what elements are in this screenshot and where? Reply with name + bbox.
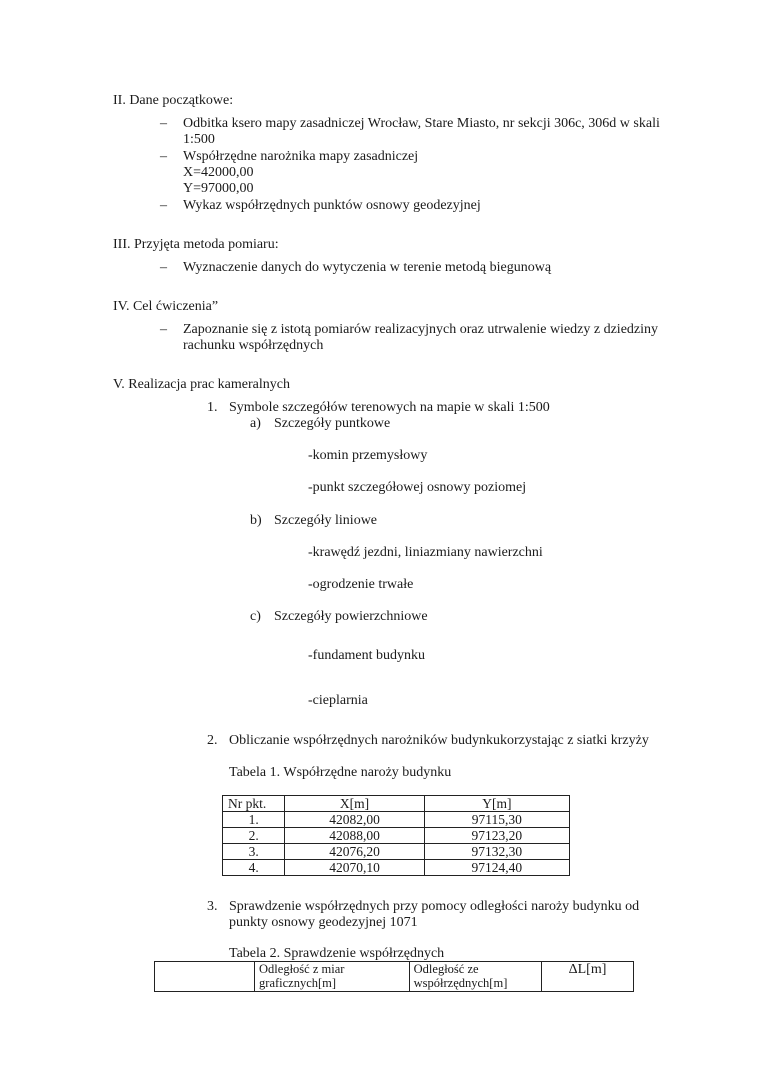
bullet-text: 1:500 bbox=[183, 132, 215, 147]
bullet-dash: – bbox=[160, 198, 167, 213]
group-title: Szczegóły puntkowe bbox=[274, 416, 391, 431]
table-cell: 42088,00 bbox=[285, 828, 424, 844]
group-entry: -cieplarnia bbox=[308, 693, 368, 708]
table-header-row bbox=[223, 796, 570, 812]
group-title: Szczegóły liniowe bbox=[274, 513, 378, 528]
bullet-text: Y=97000,00 bbox=[183, 181, 254, 196]
table-cell: 2. bbox=[223, 828, 285, 844]
table-cell: 3. bbox=[223, 844, 285, 860]
table-header-cell bbox=[155, 962, 255, 992]
bullet-dash: – bbox=[160, 322, 167, 337]
group-entry: -ogrodzenie trwałe bbox=[308, 577, 414, 592]
table-cell: 97115,30 bbox=[424, 812, 569, 828]
bullet-text: Współrzędne narożnika mapy zasadniczej bbox=[183, 149, 419, 164]
section-heading-3: III. Przyjęta metoda pomiaru: bbox=[113, 237, 279, 252]
item-text: Symbole szczegółów terenowych na mapie w skali 1:500 bbox=[229, 400, 550, 415]
item-number: 3. bbox=[207, 899, 218, 914]
table-row bbox=[223, 860, 570, 876]
table-header-row bbox=[155, 962, 634, 992]
bullet-dash: – bbox=[160, 149, 167, 164]
group-title: Szczegóły powierzchniowe bbox=[274, 609, 428, 624]
table-cell: 4. bbox=[223, 860, 285, 876]
bullet-text: rachunku współrzędnych bbox=[183, 338, 324, 353]
table-header-cell: X[m] bbox=[285, 796, 424, 812]
table-header-cell: Odległość z miar graficznych[m] bbox=[255, 962, 410, 992]
group-letter: c) bbox=[250, 609, 261, 624]
table-cell: 97124,40 bbox=[424, 860, 569, 876]
item-text: Sprawdzenie współrzędnych przy pomocy odległości naroży budynku od bbox=[229, 899, 640, 914]
table-header-cell: ΔL[m] bbox=[542, 962, 634, 992]
group-entry: -komin przemysłowy bbox=[308, 448, 428, 463]
item-text: punkty osnowy geodezyjnej 1071 bbox=[229, 915, 418, 930]
table-row bbox=[223, 828, 570, 844]
table-cell: 42076,20 bbox=[285, 844, 424, 860]
table-row bbox=[223, 844, 570, 860]
item-number: 2. bbox=[207, 733, 218, 748]
bullet-text: X=42000,00 bbox=[183, 165, 254, 180]
section-heading-2: II. Dane początkowe: bbox=[113, 93, 234, 108]
bullet-text: Zapoznanie się z istotą pomiarów realizacyjnych oraz utrwalenie wiedzy z dziedziny bbox=[183, 322, 659, 337]
table-header-cell: Nr pkt. bbox=[223, 796, 285, 812]
table-cell: 42082,00 bbox=[285, 812, 424, 828]
verification-table bbox=[154, 961, 634, 992]
bullet-text: Wyznaczenie danych do wytyczenia w terenie metodą biegunową bbox=[183, 260, 552, 275]
section-heading-5: V. Realizacja prac kameralnych bbox=[113, 377, 290, 392]
group-letter: a) bbox=[250, 416, 261, 431]
group-entry: -fundament budynku bbox=[308, 648, 426, 663]
table-row bbox=[223, 812, 570, 828]
table-header-cell: Y[m] bbox=[424, 796, 569, 812]
group-letter: b) bbox=[250, 513, 262, 528]
bullet-dash: – bbox=[160, 260, 167, 275]
table-cell: 97132,30 bbox=[424, 844, 569, 860]
section-heading-4: IV. Cel ćwiczenia” bbox=[113, 299, 219, 314]
table-cell: 97123,20 bbox=[424, 828, 569, 844]
coordinates-table bbox=[222, 795, 570, 876]
item-text: Obliczanie współrzędnych narożników budynkukorzystając z siatki krzyży bbox=[229, 733, 649, 748]
table-cell: 1. bbox=[223, 812, 285, 828]
item-number: 1. bbox=[207, 400, 218, 415]
bullet-dash: – bbox=[160, 116, 167, 131]
table-cell: 42070,10 bbox=[285, 860, 424, 876]
bullet-text: Odbitka ksero mapy zasadniczej Wrocław, Stare Miasto, nr sekcji 306c, 306d w skali bbox=[183, 116, 660, 131]
group-entry: -krawędź jezdni, liniazmiany nawierzchni bbox=[308, 545, 543, 560]
group-entry: -punkt szczegółowej osnowy poziomej bbox=[308, 480, 527, 495]
bullet-text: Wykaz współrzędnych punktów osnowy geodezyjnej bbox=[183, 198, 481, 213]
table-caption: Tabela 2. Sprawdzenie współrzędnych bbox=[229, 946, 445, 961]
table-caption: Tabela 1. Współrzędne naroży budynku bbox=[229, 765, 452, 780]
table-header-cell: Odległość ze współrzędnych[m] bbox=[409, 962, 541, 992]
